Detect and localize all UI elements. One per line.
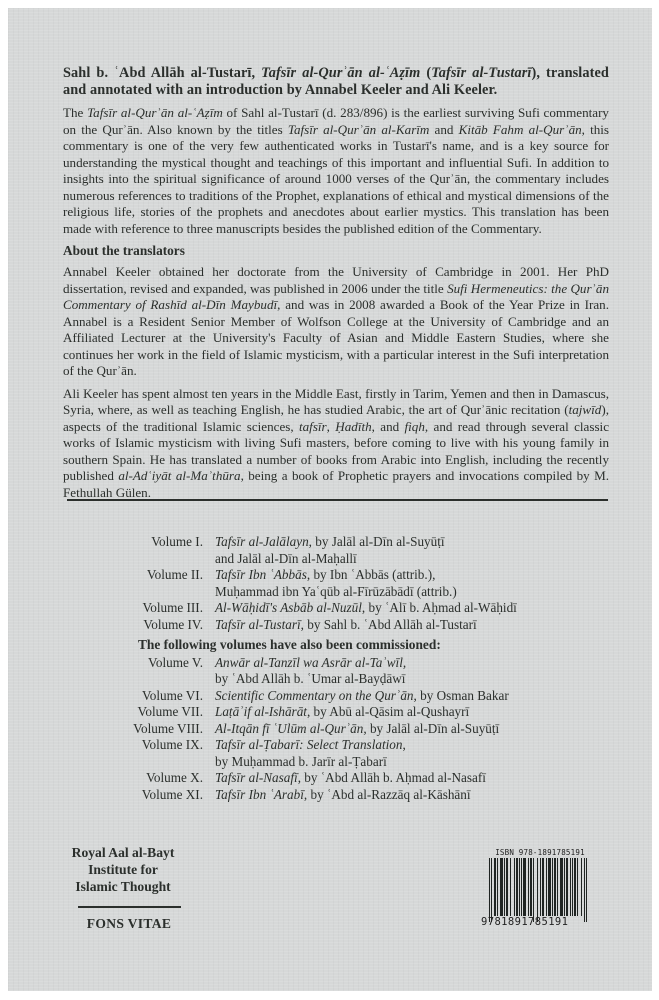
text: The [63, 105, 88, 120]
volume-title-line [215, 770, 486, 787]
publisher-line: Royal Aal al-Bayt [71, 845, 175, 860]
section-divider [67, 499, 608, 501]
volume-title: Scientific Commentary on the Qurʾān [215, 687, 414, 703]
volume-label: Volume I. [151, 534, 203, 549]
volume-author-continued: Muḥammad ibn Yaʿqūb al-Fīrūzābādī (attrib.) [215, 583, 457, 599]
text-italic: fiqh [404, 418, 425, 434]
volume-entry [108, 721, 608, 738]
text: Ali Keeler has spent almost ten years in the Middle East, firstly in Tarim, Yemen and then in Damascus, Syria, where, as well as teaching English, he has studied Arabic, the art of Qurʾānic recitation ( [63, 385, 609, 417]
volume-author: , by ʿAbd al-Razzāq al-Kāshānī [303, 786, 471, 802]
text-italic: Kitāb Fahm al-Qurʾān [458, 121, 582, 137]
volume-title: Tafsīr al-Jalālayn [215, 534, 309, 549]
volume-entry [108, 704, 608, 721]
text: , this commentary is one of the very few authenticated works in Tustarī's name, and is a key source for understanding the mystical thought and teachings of this important and influential Sufi. In addition to insights into the spiritual significance of around 1000 verses of the Qurʾān, the commentary includes numerous references to traditions of the Prophet, explanations of ethical and mystical dimensions of the religious life, stories of the prophets and anecdotes about earlier mystics. This translation has been made with reference to three manuscripts besides the published edition of the Commentary. [63, 121, 610, 236]
text: , and [371, 418, 405, 434]
volume-title: Al-Itqān fī ʿUlūm al-Qurʾān [215, 720, 364, 736]
volume-title: Tafsīr Ibn ʿAbbās [215, 567, 307, 582]
text: , being a book of Prophetic prayers and invocations compiled by M. Fethullah Gülen. [63, 468, 610, 500]
volume-author: , by Jalāl al-Dīn al-Suyūṭī [363, 720, 500, 736]
ali-bio [63, 386, 609, 502]
imprint-name: FONS VITAE [86, 916, 172, 931]
title-author: Sahl b. ʿAbd Allāh al-Tustarī, [63, 65, 262, 81]
barcode-number: 9781891785191 [481, 916, 569, 928]
text-italic: Ḥadīth [335, 418, 372, 434]
volume-title-line [215, 567, 435, 584]
title-work: Tafsīr al-Qurʾān al-ʿAẓīm [261, 65, 421, 81]
publisher-line: Institute for [88, 862, 158, 877]
volume-entry [108, 600, 608, 617]
volume-label: Volume VIII. [133, 720, 203, 736]
text: , [326, 418, 336, 434]
volume-label: Volume XI. [141, 786, 203, 802]
volume-title-line [215, 617, 477, 634]
volume-author-continued: by ʿAbd Allāh b. ʿUmar al-Bayḍāwī [215, 671, 406, 686]
volume-author-continued: and Jalāl al-Dīn al-Maḥallī [215, 550, 357, 566]
volume-label: Volume VII. [137, 704, 203, 719]
volume-label: Volume X. [146, 770, 203, 785]
description-paragraph [63, 105, 609, 237]
isbn-barcode [481, 848, 595, 928]
volume-author: , by Ibn ʿAbbās (attrib.), [306, 567, 436, 582]
text-italic: Tafsīr al-Qurʾān al-Karīm [287, 121, 430, 137]
text-italic: tafsīr [299, 418, 327, 434]
text-italic: al-Adʿiyāt al-Maʾthūra [118, 468, 241, 483]
volume-label: Volume VI. [141, 687, 203, 703]
volume-author-continued: by Muḥammad b. Jarīr al-Ṭabarī [215, 753, 387, 769]
title-alt-work: Tafsīr al-Tustarī [431, 65, 532, 81]
volume-label: Volume III. [142, 600, 203, 615]
book-back-cover [8, 8, 652, 991]
volume-label: Volume IX. [141, 737, 203, 752]
volume-title-line [215, 655, 406, 672]
volume-title: Anwār al-Tanzīl wa Asrār al-Taʾwīl, [215, 654, 407, 670]
volume-entry [108, 770, 608, 787]
volume-author: , by Osman Bakar [413, 687, 509, 703]
volume-author: , by Jalāl al-Dīn al-Suyūṭī [308, 534, 445, 549]
volume-title-line [215, 737, 406, 754]
volume-author: , by ʿAbd Allāh b. Aḥmad al-Nasafī [297, 770, 486, 785]
text: , and read through several classic works of Islamic mysticism with living Sufi masters, before coming to live with his young family in southern Spain. He has translated a number of books from Arabic into English, including the recently published [63, 418, 610, 483]
publisher-line: Islamic Thought [75, 879, 171, 894]
text-italic: Tafsīr al-Qurʾān al-ʿAẓīm [87, 105, 223, 120]
volume-title-line [215, 688, 509, 705]
volume-title-line [215, 704, 469, 721]
volume-title-line [215, 600, 517, 617]
volume-entry [108, 655, 608, 672]
annabel-bio [63, 264, 609, 380]
publisher-divider [78, 906, 181, 908]
volume-title-line [215, 721, 499, 738]
volume-title-line [215, 787, 471, 804]
text-italic: Sufi Hermeneutics: the Qurʾān Commentary of Rashīd al-Dīn Maybudī [63, 280, 609, 312]
volume-author: , by Sahl b. ʿAbd Allāh al-Tustarī [300, 616, 477, 632]
volume-title-line [215, 534, 445, 551]
volume-entry [108, 567, 608, 584]
text: and [429, 121, 459, 137]
isbn-label: ISBN 978-1891785191 [495, 848, 585, 857]
volume-title: Laṭāʾif al-Ishārāt [215, 704, 307, 719]
volume-entry [108, 617, 608, 634]
text: , and was in 2008 awarded a Book of the Year Prize in Iran. Annabel is a Resident Senior Member of Wolfson College at the University of Cambridge and an Affiliated Lecturer at the University's Faculty of Asian and Middle Eastern Studies, where she continues her work in the field of Islamic mysticism, with a particular interest in the Sufi interpretation of the Qurʾān. [63, 297, 609, 378]
volume-title: Tafsīr al-Ṭabarī: Select Translation [215, 737, 403, 752]
volume-author: , by Abū al-Qāsim al-Qushayrī [306, 704, 470, 719]
series-volume-list [108, 534, 608, 803]
published-volumes [108, 534, 608, 633]
title-paren: ( [420, 65, 432, 81]
barcode-bars [489, 858, 595, 922]
volume-title: Tafsīr Ibn ʿArabī [215, 786, 304, 802]
text-italic: tajwīd [568, 402, 602, 417]
book-title-heading [63, 65, 609, 99]
volume-label: Volume II. [146, 567, 203, 582]
text: of Sahl al-Tustarī (d. 283/896) is the earliest surviving Sufi commentary on the Qurʾān. Also known by the titles [63, 105, 609, 137]
text: Annabel Keeler obtained her doctorate from the University of Cambridge in 2001. Her PhD dissertation, revised and expanded, was published in 2006 under the title [63, 264, 609, 296]
volume-title: Al-Wāḥidī's Asbāb al-Nuzūl [215, 600, 362, 615]
barcode-gap [587, 858, 589, 916]
volume-label: Volume V. [148, 654, 203, 670]
commissioned-volumes [108, 655, 608, 804]
volume-entry [108, 737, 608, 754]
volume-author: , by ʿAlī b. Aḥmad al-Wāḥidī [361, 600, 517, 615]
volume-entry [108, 787, 608, 804]
title-credits: ), translated and annotated with an introduction by Annabel Keeler and Ali Keeler. [63, 65, 609, 98]
publisher-block [68, 844, 178, 895]
volume-entry [108, 688, 608, 705]
description-section [63, 65, 609, 507]
translators-heading: About the translators [63, 243, 185, 258]
volume-entry [108, 534, 608, 551]
volume-label: Volume IV. [143, 616, 203, 632]
volume-title: Tafsīr al-Tustarī [215, 616, 301, 632]
text: ), aspects of the traditional Islamic sciences, [63, 402, 609, 434]
volume-author: , [402, 737, 406, 752]
commissioned-heading: The following volumes have also been commissioned: [138, 637, 441, 652]
volume-title: Tafsīr al-Nasafī [215, 770, 298, 785]
